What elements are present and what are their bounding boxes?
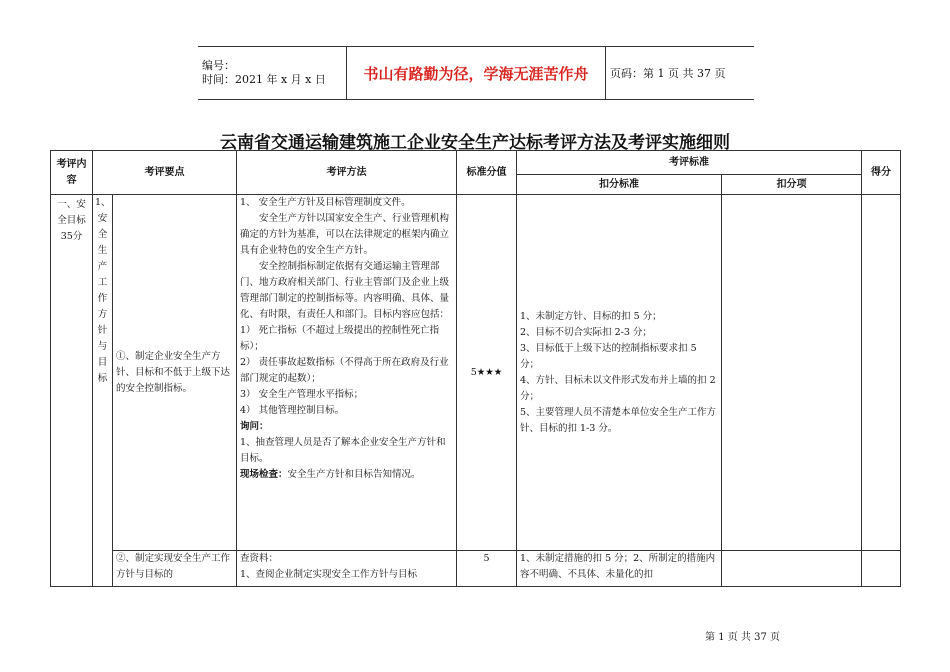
document-title: 云南省交通运输建筑施工企业安全生产达标考评方法及考评实施细则 — [220, 133, 730, 153]
row2-score: 5 — [457, 551, 517, 587]
page-footer: 第 1 页 共 37 页 — [705, 632, 780, 643]
header-score: 得分 — [862, 151, 901, 195]
section-cell — [51, 195, 93, 587]
deduction-1: 1、未制定方针、目标的扣 5 分； — [520, 310, 662, 322]
header-criteria: 考评标准 — [517, 151, 862, 175]
method-line-3: 安全控制指标制定依据有交通运输主管理部门、地方政府相关部门、行业主管部门及企业上级管理部门制定的控制指标等。内容明确、具体、量化、有时限，有责任人和部门。目标内容应包括： — [240, 261, 450, 320]
method-line-4: 1） 死亡指标（不超过上级提出的控制性死亡指标）； — [240, 325, 440, 352]
header-content: 考评内容 — [51, 151, 93, 195]
row1-deduction-item — [722, 195, 862, 551]
row2-method-a: 查资料： — [240, 553, 279, 564]
row2-score-result — [862, 551, 901, 587]
document-header — [198, 46, 754, 100]
method-line-1: 1、 安全生产方针及目标管理制度文件。 — [240, 197, 411, 208]
section-num: 1、 — [95, 197, 111, 208]
row1-point: ①、制定企业安全生产方针、目标和不低于上级下达的安全控制指标。 — [113, 195, 237, 551]
row2-method — [237, 551, 457, 587]
section-name: 安全生产工作方针与目标 — [97, 213, 108, 384]
header-meta — [198, 47, 347, 100]
row2-deduction-item — [722, 551, 862, 587]
deduction-3: 3、目标低于上级下达的控制指标要求扣 5 分； — [520, 342, 697, 370]
method-line-7: 4） 其他管理控制目标。 — [240, 405, 345, 416]
method-line-6: 3） 安全生产管理水平指标； — [240, 389, 364, 400]
method-line-2: 安全生产方针以国家安全生产、行业管理机构确定的方针为基准，可以在法律规定的框架内确立具有企业特色的安全生产方针。 — [240, 213, 450, 256]
deduction-5: 5、主要管理人员不清楚本单位安全生产工作方针、目标的扣 1-3 分。 — [520, 406, 717, 434]
row1-score-result — [862, 195, 901, 551]
deduction-4: 4、方针、目标未以文件形式发布并上墙的扣 2 分； — [520, 374, 716, 402]
site-text: 安全生产方针和目标告知情况。 — [287, 469, 421, 480]
deduction-2: 2、目标不切合实际扣 2-3 分； — [520, 326, 652, 338]
row2-deduction: 1、未制定措施的扣 5 分；2、所制定的措施内容不明确、不具体、未量化的扣 — [517, 551, 722, 587]
section-label: 一、安全目标35分 — [57, 199, 86, 242]
header-deduction-item: 扣分项 — [722, 175, 862, 195]
section-name-cell — [93, 195, 113, 587]
row1-score: 5★★★ — [457, 195, 517, 551]
header-deduction-standard: 扣分标准 — [517, 175, 722, 195]
row1-method — [237, 195, 457, 551]
header-standard-score: 标准分值 — [457, 151, 517, 195]
header-points: 考评要点 — [93, 151, 237, 195]
row2-point: ②、制定实现安全生产工作方针与目标的 — [113, 551, 237, 587]
ask-text: 1、抽查管理人员是否了解本企业安全生产方针和目标。 — [240, 437, 446, 464]
number-label: 编号： — [202, 59, 235, 72]
row2-method-b: 1、查阅企业制定实现安全工作方针与目标 — [240, 569, 418, 580]
method-line-5: 2） 责任事故起数指标（不得高于所在政府及行业部门规定的起数）； — [240, 357, 449, 384]
evaluation-table — [50, 150, 901, 587]
ask-label: 询问： — [240, 421, 269, 432]
page-info: 页码：第 1 页 共 37 页 — [606, 47, 755, 100]
row1-deductions — [517, 195, 722, 551]
motto: 书山有路勤为径，学海无涯苦作舟 — [347, 47, 606, 100]
header-method: 考评方法 — [237, 151, 457, 195]
date-label: 时间：2021 年 x 月 x 日 — [202, 73, 326, 86]
site-label: 现场检查： — [240, 469, 288, 480]
